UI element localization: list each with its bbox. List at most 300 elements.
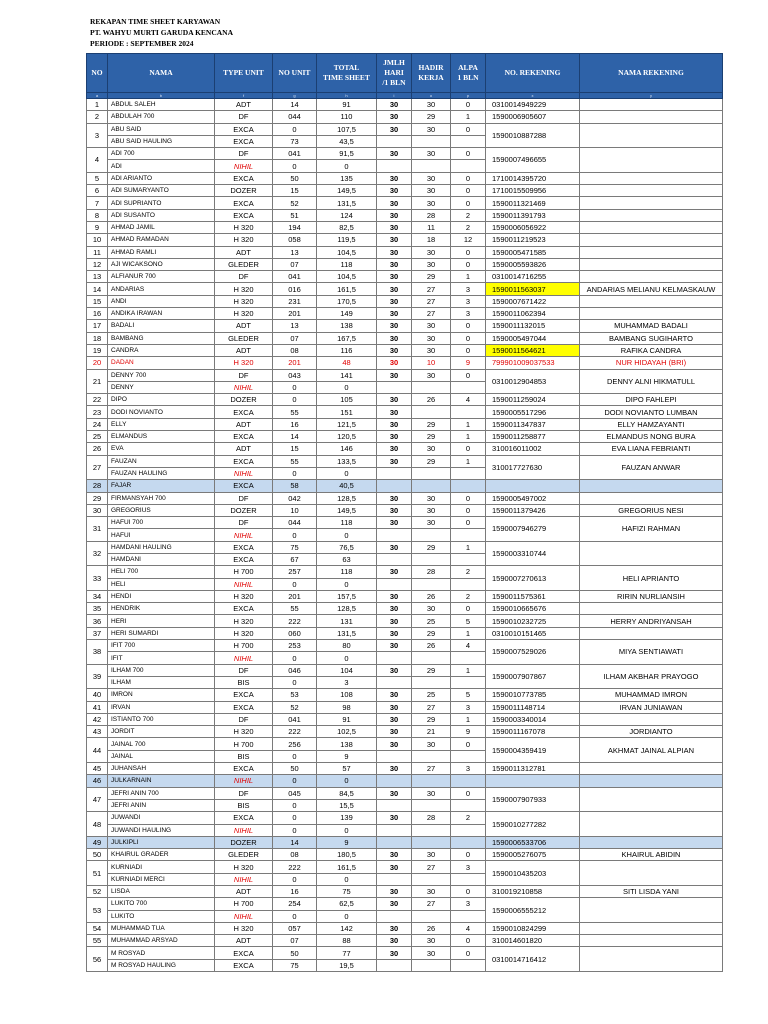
table-row	[87, 394, 723, 406]
table-row	[87, 418, 723, 430]
cell-hadir-kerja: 29	[412, 541, 451, 553]
cell-nama-rekening	[580, 246, 723, 258]
cell-nama: ADI SUPRIANTO	[108, 197, 215, 209]
cell-no-rekening: 1590010665676	[486, 603, 580, 615]
cell-alpa: 9	[451, 726, 486, 738]
cell-total-time-sheet: 118	[317, 566, 377, 578]
cell-total-time-sheet: 63	[317, 553, 377, 565]
cell-no-unit: 0	[273, 467, 317, 479]
cell-alpa: 0	[451, 886, 486, 898]
cell-jmlh-hari: 30	[377, 148, 412, 160]
col-header-jmlh-line2: HARI	[384, 68, 404, 77]
cell-jmlh-hari	[377, 160, 412, 172]
table-row	[87, 517, 723, 529]
cell-nama: ANDARIAS	[108, 283, 215, 295]
cell-no-unit: 041	[273, 713, 317, 725]
col-letter: i	[377, 93, 412, 99]
row-number: 30	[87, 504, 108, 516]
cell-alpa: 1	[451, 541, 486, 553]
cell-type-unit: EXCA	[215, 406, 273, 418]
cell-type-unit: DOZER	[215, 394, 273, 406]
cell-type-unit: GLEDER	[215, 332, 273, 344]
cell-type-unit: ADT	[215, 99, 273, 111]
cell-total-time-sheet: 102,5	[317, 726, 377, 738]
cell-nama-rekening	[580, 197, 723, 209]
cell-total-time-sheet: 91	[317, 99, 377, 111]
cell-alpa	[451, 135, 486, 147]
row-number: 25	[87, 431, 108, 443]
cell-no-rekening: 1590011132015	[486, 320, 580, 332]
cell-nama-rekening: RIRIN NURLIANSIH	[580, 590, 723, 602]
cell-nama: JAINAL 700	[108, 738, 215, 750]
cell-jmlh-hari	[377, 553, 412, 565]
table-row	[87, 898, 723, 910]
cell-total-time-sheet: 77	[317, 947, 377, 959]
cell-hadir-kerja: 30	[412, 443, 451, 455]
cell-hadir-kerja: 27	[412, 763, 451, 775]
cell-nama: MUHAMMAD ARSYAD	[108, 935, 215, 947]
cell-hadir-kerja	[412, 873, 451, 885]
table-row	[87, 541, 723, 553]
cell-jmlh-hari: 30	[377, 123, 412, 135]
cell-total-time-sheet: 110	[317, 111, 377, 123]
row-number: 47	[87, 787, 108, 812]
cell-hadir-kerja: 30	[412, 603, 451, 615]
cell-no-rekening: 1590006533706	[486, 836, 580, 848]
col-header-alpa-line1: ALPA	[458, 63, 478, 72]
cell-type-unit: NIHIL	[215, 775, 273, 787]
cell-jmlh-hari: 30	[377, 492, 412, 504]
row-number: 44	[87, 738, 108, 763]
cell-type-unit: EXCA	[215, 701, 273, 713]
table-row	[87, 504, 723, 516]
cell-alpa	[451, 910, 486, 922]
cell-total-time-sheet: 131,5	[317, 627, 377, 639]
cell-nama-rekening: BAMBANG SUGIHARTO	[580, 332, 723, 344]
cell-no-rekening: 310016011002	[486, 443, 580, 455]
cell-nama: JUWANDI HAULING	[108, 824, 215, 836]
cell-alpa: 4	[451, 394, 486, 406]
cell-hadir-kerja: 27	[412, 308, 451, 320]
cell-no-unit: 0	[273, 750, 317, 762]
cell-type-unit: EXCA	[215, 553, 273, 565]
cell-nama: JAINAL	[108, 750, 215, 762]
cell-alpa: 5	[451, 689, 486, 701]
cell-jmlh-hari: 30	[377, 861, 412, 873]
cell-type-unit: H 320	[215, 726, 273, 738]
cell-nama: ADI ARIANTO	[108, 172, 215, 184]
row-number: 12	[87, 258, 108, 270]
cell-no-unit: 0	[273, 873, 317, 885]
cell-type-unit: EXCA	[215, 455, 273, 467]
cell-nama-rekening	[580, 209, 723, 221]
cell-no-unit: 55	[273, 455, 317, 467]
cell-total-time-sheet: 138	[317, 738, 377, 750]
cell-nama: ANDIKA IRAWAN	[108, 308, 215, 320]
cell-hadir-kerja	[412, 836, 451, 848]
cell-nama: AJI WICAKSONO	[108, 258, 215, 270]
cell-no-unit: 50	[273, 763, 317, 775]
cell-no-unit: 13	[273, 246, 317, 258]
cell-hadir-kerja: 27	[412, 283, 451, 295]
cell-total-time-sheet: 104,5	[317, 246, 377, 258]
cell-hadir-kerja: 30	[412, 517, 451, 529]
cell-jmlh-hari: 30	[377, 898, 412, 910]
row-number: 14	[87, 283, 108, 295]
cell-alpa: 12	[451, 234, 486, 246]
table-row	[87, 221, 723, 233]
cell-type-unit: NIHIL	[215, 529, 273, 541]
cell-type-unit: NIHIL	[215, 873, 273, 885]
cell-total-time-sheet: 107,5	[317, 123, 377, 135]
cell-nama: HELI	[108, 578, 215, 590]
cell-type-unit: H 320	[215, 283, 273, 295]
cell-nama: FAJAR	[108, 480, 215, 492]
table-row	[87, 283, 723, 295]
cell-nama-rekening	[580, 258, 723, 270]
cell-no-rekening: 1590010277282	[486, 812, 580, 837]
table-row	[87, 209, 723, 221]
cell-no-unit: 55	[273, 406, 317, 418]
cell-nama-rekening	[580, 234, 723, 246]
cell-jmlh-hari: 30	[377, 455, 412, 467]
cell-hadir-kerja: 30	[412, 886, 451, 898]
cell-no-rekening: 0310012904853	[486, 369, 580, 394]
table-row	[87, 812, 723, 824]
cell-total-time-sheet: 82,5	[317, 221, 377, 233]
cell-hadir-kerja: 28	[412, 812, 451, 824]
row-number: 33	[87, 566, 108, 591]
cell-no-unit: 222	[273, 726, 317, 738]
row-number: 4	[87, 148, 108, 173]
cell-nama: DODI NOVIANTO	[108, 406, 215, 418]
cell-nama: ADI SUSANTO	[108, 209, 215, 221]
table-row	[87, 603, 723, 615]
cell-type-unit: ADT	[215, 320, 273, 332]
cell-hadir-kerja: 28	[412, 566, 451, 578]
cell-no-rekening: 310019210858	[486, 886, 580, 898]
cell-no-unit: 73	[273, 135, 317, 147]
cell-hadir-kerja: 18	[412, 234, 451, 246]
table-row	[87, 431, 723, 443]
table-row	[87, 357, 723, 369]
cell-nama-rekening	[580, 812, 723, 837]
cell-alpa: 1	[451, 111, 486, 123]
cell-no-rekening: 1590007907933	[486, 787, 580, 812]
cell-nama: HERI	[108, 615, 215, 627]
table-row	[87, 406, 723, 418]
cell-alpa: 3	[451, 308, 486, 320]
row-number: 21	[87, 369, 108, 394]
table-row	[87, 455, 723, 467]
row-number: 54	[87, 922, 108, 934]
cell-no-unit: 044	[273, 111, 317, 123]
cell-no-unit: 058	[273, 234, 317, 246]
cell-no-unit: 52	[273, 197, 317, 209]
cell-nama: ISTIANTO 700	[108, 713, 215, 725]
cell-nama: EVA	[108, 443, 215, 455]
cell-nama-rekening	[580, 898, 723, 923]
col-letter: a	[87, 93, 108, 99]
cell-no-unit: 14	[273, 99, 317, 111]
cell-total-time-sheet: 0	[317, 578, 377, 590]
cell-type-unit: EXCA	[215, 689, 273, 701]
cell-total-time-sheet: 80	[317, 640, 377, 652]
cell-alpa: 3	[451, 295, 486, 307]
cell-nama-rekening: DIPO FAHLEPI	[580, 394, 723, 406]
cell-type-unit: H 320	[215, 922, 273, 934]
cell-jmlh-hari: 30	[377, 234, 412, 246]
cell-no-unit: 67	[273, 553, 317, 565]
table-row	[87, 123, 723, 135]
col-header-hadir-line1: HADIR	[418, 63, 444, 72]
cell-total-time-sheet: 149,5	[317, 504, 377, 516]
cell-no-rekening: 1590007529026	[486, 640, 580, 665]
cell-type-unit: H 320	[215, 295, 273, 307]
cell-no-unit: 201	[273, 308, 317, 320]
row-number: 5	[87, 172, 108, 184]
cell-alpa: 1	[451, 664, 486, 676]
row-number: 7	[87, 197, 108, 209]
cell-type-unit: H 320	[215, 234, 273, 246]
cell-nama: FAUZAN	[108, 455, 215, 467]
cell-hadir-kerja: 30	[412, 787, 451, 799]
cell-no-unit: 046	[273, 664, 317, 676]
cell-nama-rekening: MUHAMMAD BADALI	[580, 320, 723, 332]
cell-nama-rekening: IRVAN JUNIAWAN	[580, 701, 723, 713]
cell-total-time-sheet: 91,5	[317, 148, 377, 160]
cell-nama: DENNY 700	[108, 369, 215, 381]
cell-alpa: 1	[451, 271, 486, 283]
cell-nama-rekening: RAFIKA CANDRA	[580, 344, 723, 356]
cell-alpa	[451, 836, 486, 848]
cell-alpa	[451, 799, 486, 811]
cell-nama-rekening: NUR HIDAYAH (BRI)	[580, 357, 723, 369]
col-letter: x	[486, 93, 580, 99]
cell-no-rekening	[486, 775, 580, 787]
cell-type-unit: EXCA	[215, 541, 273, 553]
row-number: 48	[87, 812, 108, 837]
cell-no-unit: 222	[273, 861, 317, 873]
cell-no-unit: 043	[273, 369, 317, 381]
table-row	[87, 492, 723, 504]
table-row	[87, 295, 723, 307]
cell-total-time-sheet: 151	[317, 406, 377, 418]
cell-no-rekening: 1590005471585	[486, 246, 580, 258]
cell-nama: IFIT	[108, 652, 215, 664]
table-row	[87, 627, 723, 639]
row-number: 49	[87, 836, 108, 848]
cell-jmlh-hari: 30	[377, 99, 412, 111]
row-number: 2	[87, 111, 108, 123]
col-header-type-unit: TYPE UNIT	[215, 54, 273, 93]
cell-no-unit: 0	[273, 394, 317, 406]
cell-no-unit: 15	[273, 443, 317, 455]
cell-type-unit: DF	[215, 111, 273, 123]
row-number: 39	[87, 664, 108, 689]
table-row	[87, 849, 723, 861]
cell-nama: JEFRI ANIN	[108, 799, 215, 811]
cell-no-unit: 16	[273, 418, 317, 430]
cell-nama-rekening	[580, 787, 723, 812]
cell-jmlh-hari: 30	[377, 517, 412, 529]
cell-no-unit: 0	[273, 799, 317, 811]
cell-no-rekening: 0310014949229	[486, 99, 580, 111]
row-number: 52	[87, 886, 108, 898]
cell-jmlh-hari: 30	[377, 394, 412, 406]
cell-hadir-kerja: 26	[412, 394, 451, 406]
cell-jmlh-hari: 30	[377, 738, 412, 750]
cell-no-unit: 0	[273, 652, 317, 664]
cell-hadir-kerja: 30	[412, 935, 451, 947]
cell-total-time-sheet: 146	[317, 443, 377, 455]
cell-type-unit: DF	[215, 664, 273, 676]
cell-no-rekening: 0310014716255	[486, 271, 580, 283]
table-row	[87, 713, 723, 725]
cell-type-unit: EXCA	[215, 172, 273, 184]
table-row	[87, 99, 723, 111]
cell-hadir-kerja: 26	[412, 640, 451, 652]
cell-no-unit: 14	[273, 431, 317, 443]
cell-total-time-sheet: 116	[317, 344, 377, 356]
cell-type-unit: EXCA	[215, 947, 273, 959]
cell-no-unit: 55	[273, 603, 317, 615]
report-header	[90, 16, 233, 49]
cell-type-unit: EXCA	[215, 431, 273, 443]
cell-nama: GREGORIUS	[108, 504, 215, 516]
cell-jmlh-hari	[377, 910, 412, 922]
cell-nama: M ROSYAD HAULING	[108, 959, 215, 971]
cell-no-rekening: 799901009037533	[486, 357, 580, 369]
row-number: 19	[87, 344, 108, 356]
cell-alpa: 1	[451, 627, 486, 639]
cell-nama-rekening: ELLY HAMZAYANTI	[580, 418, 723, 430]
cell-hadir-kerja: 30	[412, 123, 451, 135]
cell-no-unit: 044	[273, 517, 317, 529]
cell-hadir-kerja: 28	[412, 209, 451, 221]
cell-alpa: 0	[451, 504, 486, 516]
cell-jmlh-hari: 30	[377, 308, 412, 320]
cell-hadir-kerja	[412, 135, 451, 147]
cell-alpa	[451, 676, 486, 688]
cell-total-time-sheet: 88	[317, 935, 377, 947]
cell-no-unit: 253	[273, 640, 317, 652]
cell-nama-rekening: HAFIZI RAHMAN	[580, 517, 723, 542]
cell-nama: KURNIADI	[108, 861, 215, 873]
cell-type-unit: H 320	[215, 221, 273, 233]
cell-alpa: 2	[451, 566, 486, 578]
cell-nama-rekening: ELMANDUS NONG BURA	[580, 431, 723, 443]
cell-jmlh-hari	[377, 959, 412, 971]
cell-type-unit: EXCA	[215, 480, 273, 492]
cell-no-rekening: 310017727630	[486, 455, 580, 480]
table-row	[87, 308, 723, 320]
cell-no-unit: 10	[273, 504, 317, 516]
row-number: 10	[87, 234, 108, 246]
cell-type-unit: DOZER	[215, 185, 273, 197]
row-number: 46	[87, 775, 108, 787]
cell-jmlh-hari: 30	[377, 566, 412, 578]
cell-nama-rekening	[580, 836, 723, 848]
col-header-alpa	[451, 54, 486, 93]
cell-no-unit: 0	[273, 676, 317, 688]
cell-no-unit: 0	[273, 775, 317, 787]
cell-nama: ANDI	[108, 295, 215, 307]
cell-no-unit: 52	[273, 701, 317, 713]
cell-nama: JULKARNAIN	[108, 775, 215, 787]
cell-alpa	[451, 652, 486, 664]
cell-no-unit: 222	[273, 615, 317, 627]
cell-type-unit: NIHIL	[215, 467, 273, 479]
cell-hadir-kerja: 30	[412, 504, 451, 516]
cell-alpa	[451, 959, 486, 971]
cell-type-unit: H 320	[215, 590, 273, 602]
cell-nama-rekening: AKHMAT JAINAL ALPIAN	[580, 738, 723, 763]
cell-jmlh-hari: 30	[377, 504, 412, 516]
cell-nama-rekening: ANDARIAS MELIANU KELMASKAUW	[580, 283, 723, 295]
cell-type-unit: DF	[215, 148, 273, 160]
cell-no-unit: 51	[273, 209, 317, 221]
row-number: 18	[87, 332, 108, 344]
cell-type-unit: H 320	[215, 615, 273, 627]
cell-hadir-kerja: 30	[412, 148, 451, 160]
table-body	[87, 99, 723, 972]
table-row	[87, 726, 723, 738]
table-row	[87, 836, 723, 848]
cell-no-rekening: 1590011379426	[486, 504, 580, 516]
row-number: 36	[87, 615, 108, 627]
cell-no-rekening: 1590007946279	[486, 517, 580, 542]
cell-nama-rekening	[580, 308, 723, 320]
col-letter: b	[108, 93, 215, 99]
cell-hadir-kerja: 25	[412, 689, 451, 701]
cell-nama: HAFUI	[108, 529, 215, 541]
cell-no-unit: 75	[273, 541, 317, 553]
row-number: 42	[87, 713, 108, 725]
cell-alpa	[451, 750, 486, 762]
cell-jmlh-hari: 30	[377, 320, 412, 332]
col-header-nama-rekening: NAMA REKENING	[580, 54, 723, 93]
row-number: 15	[87, 295, 108, 307]
cell-nama-rekening	[580, 861, 723, 886]
cell-no-rekening: 1590007496655	[486, 148, 580, 173]
cell-alpa: 0	[451, 320, 486, 332]
cell-nama: ADI 700	[108, 148, 215, 160]
col-letter: o	[412, 93, 451, 99]
table-row	[87, 172, 723, 184]
cell-jmlh-hari: 30	[377, 947, 412, 959]
cell-jmlh-hari: 30	[377, 590, 412, 602]
cell-alpa: 0	[451, 517, 486, 529]
row-number: 11	[87, 246, 108, 258]
cell-type-unit: DF	[215, 271, 273, 283]
cell-no-rekening: 310014601820	[486, 935, 580, 947]
cell-no-unit: 0	[273, 529, 317, 541]
cell-nama-rekening	[580, 713, 723, 725]
cell-nama: HAMDANI	[108, 553, 215, 565]
cell-jmlh-hari: 30	[377, 787, 412, 799]
cell-alpa: 4	[451, 922, 486, 934]
cell-total-time-sheet: 118	[317, 517, 377, 529]
cell-alpa: 3	[451, 283, 486, 295]
cell-hadir-kerja: 30	[412, 172, 451, 184]
cell-nama: JUWANDI	[108, 812, 215, 824]
table-row	[87, 701, 723, 713]
cell-no-rekening: 1590011563037	[486, 283, 580, 295]
table-row	[87, 775, 723, 787]
cell-alpa: 0	[451, 369, 486, 381]
table-row	[87, 947, 723, 959]
